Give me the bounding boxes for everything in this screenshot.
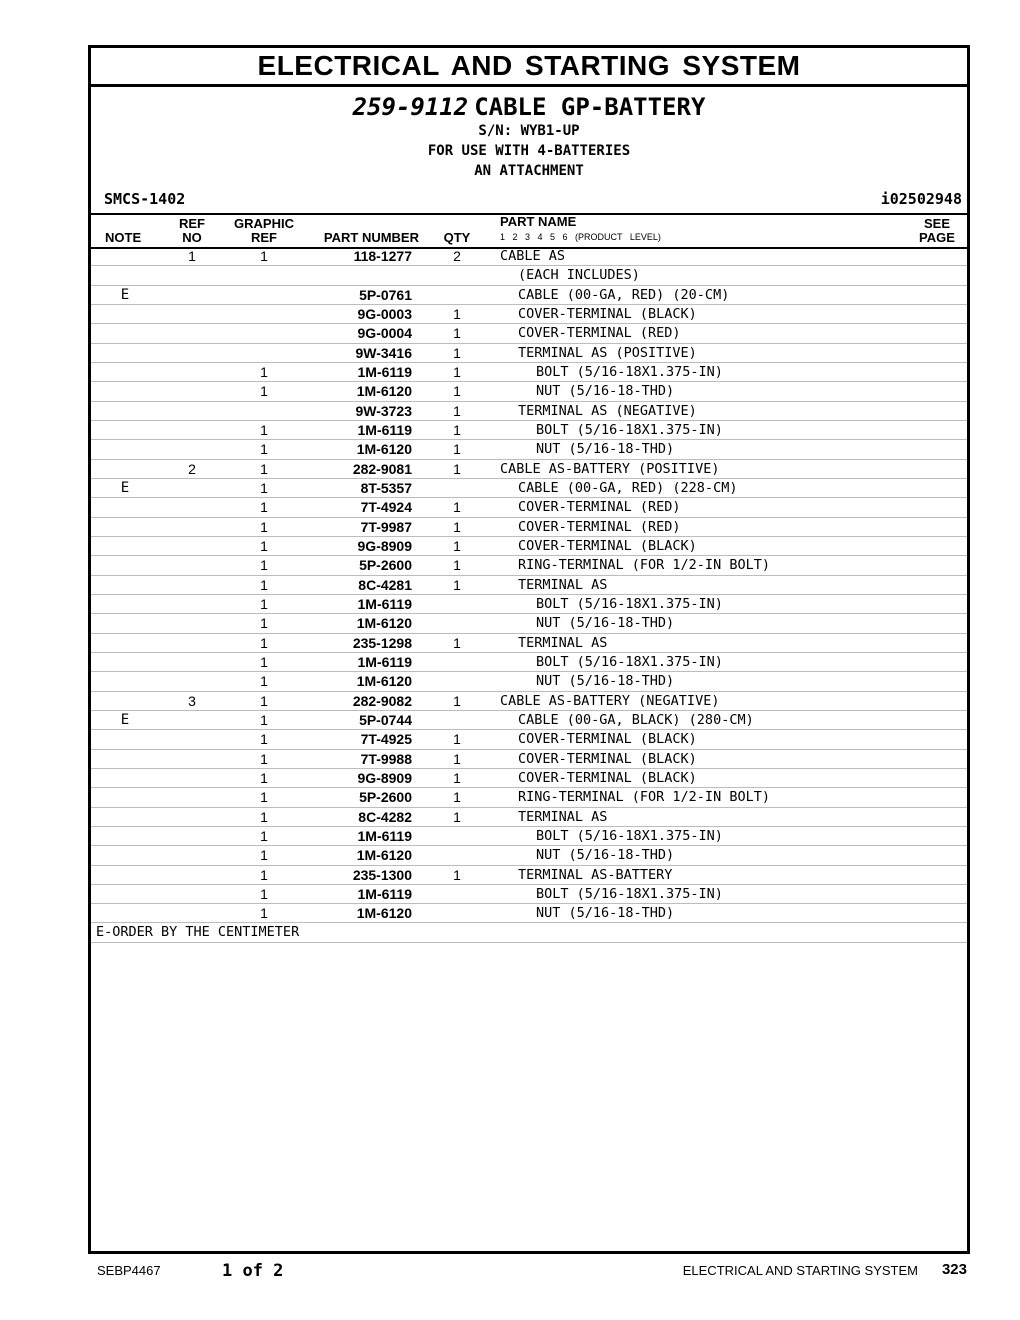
table-row	[91, 866, 967, 885]
qty-cell: 1	[453, 325, 461, 342]
part-name-cell: BOLT (5/16-18X1.375-IN)	[536, 885, 723, 902]
qty-cell: 1	[453, 634, 461, 651]
table-row	[91, 808, 967, 827]
footnote: E-ORDER BY THE CENTIMETER	[96, 924, 300, 941]
graphic-ref-cell: 1	[260, 847, 268, 864]
part-number-cell: 7T-4924	[360, 499, 412, 516]
table-row	[91, 556, 967, 575]
table-row	[91, 885, 967, 904]
use-note-1: FOR USE WITH 4-BATTERIES	[427, 143, 631, 159]
group-title	[91, 92, 967, 123]
group-name: CABLE GP-BATTERY	[474, 93, 706, 121]
qty-cell: 1	[453, 421, 461, 438]
part-number-cell: 9G-0003	[357, 305, 412, 322]
table-row	[91, 672, 967, 691]
part-name-cell: CABLE AS	[500, 248, 566, 264]
part-number-cell: 8C-4281	[358, 576, 412, 593]
table-row	[91, 711, 967, 730]
table-row	[91, 498, 967, 517]
ref-no-cell: 3	[188, 692, 196, 709]
qty-cell: 1	[453, 499, 461, 516]
use-note-2: AN ATTACHMENT	[474, 163, 584, 179]
table-row	[91, 518, 967, 537]
col-see-2: PAGE	[919, 230, 955, 245]
part-number-cell: 1M-6119	[357, 421, 412, 438]
graphic-ref-cell: 1	[260, 363, 268, 380]
table-row	[91, 479, 967, 498]
graphic-ref-cell: 1	[260, 808, 268, 825]
note-cell: E	[120, 479, 130, 496]
table-row	[91, 576, 967, 595]
part-name-cell: NUT (5/16-18-THD)	[536, 673, 675, 690]
part-number-cell: 5P-0744	[359, 711, 412, 728]
part-number-cell: 1M-6120	[356, 383, 412, 400]
part-name-cell: COVER-TERMINAL (BLACK)	[518, 305, 697, 322]
graphic-ref-cell: 1	[260, 653, 268, 670]
graphic-ref-cell: 1	[260, 905, 268, 922]
footer-doc-number: SEBP4467	[97, 1263, 161, 1278]
col-graphic-2: REF	[251, 230, 277, 245]
qty-cell: 1	[453, 557, 461, 574]
table-row	[91, 730, 967, 749]
part-number-cell: 235-1300	[352, 866, 412, 883]
part-number-cell: 9G-8909	[357, 537, 412, 554]
part-number-cell: 5P-0761	[359, 286, 412, 303]
part-number-cell: 9G-0004	[357, 325, 412, 342]
table-row	[91, 440, 967, 459]
part-name-cell: NUT (5/16-18-THD)	[536, 905, 675, 922]
table-row	[91, 750, 967, 769]
part-number-cell: 7T-9988	[360, 750, 412, 767]
part-number-cell: 9G-8909	[357, 769, 412, 786]
smcs-code: SMCS-1402	[104, 190, 186, 208]
part-name-cell: COVER-TERMINAL (RED)	[518, 325, 681, 342]
group-part-number: 259-9112	[352, 93, 469, 121]
table-row	[91, 904, 967, 923]
part-name-cell: TERMINAL AS-BATTERY	[518, 866, 673, 883]
part-number-cell: 118-1277	[353, 248, 412, 264]
col-part-name: PART NAME	[500, 214, 577, 229]
qty-cell: 1	[453, 537, 461, 554]
qty-cell: 1	[453, 305, 461, 322]
part-number-cell: 1M-6119	[357, 827, 412, 844]
parts-table	[91, 247, 967, 943]
graphic-ref-cell: 1	[260, 731, 268, 748]
part-name-cell: TERMINAL AS	[518, 576, 608, 593]
graphic-ref-cell: 1	[260, 421, 268, 438]
graphic-ref-cell: 1	[260, 595, 268, 612]
serial-range: S/N: WYB1-UP	[478, 123, 580, 139]
part-name-cell: CABLE (00-GA, RED) (228-CM)	[518, 479, 738, 496]
part-number-cell: 9W-3723	[355, 402, 412, 419]
graphic-ref-cell: 1	[260, 866, 268, 883]
footnote-row	[91, 923, 967, 942]
part-name-cell: RING-TERMINAL (FOR 1/2-IN BOLT)	[518, 789, 770, 806]
graphic-ref-cell: 1	[260, 692, 268, 709]
qty-cell: 1	[453, 518, 461, 535]
col-ref-2: NO	[182, 230, 202, 245]
col-part-number: PART NUMBER	[323, 230, 419, 245]
col-ref-1: REF	[179, 216, 205, 231]
graphic-ref-cell: 1	[260, 441, 268, 458]
qty-cell: 1	[453, 769, 461, 786]
note-cell: E	[120, 711, 130, 728]
footer-page-number: 323	[941, 1261, 967, 1278]
table-row	[91, 788, 967, 807]
product-levels: 1 2 3 4 5 6 (PRODUCT LEVEL)	[500, 232, 661, 242]
part-name-cell: CABLE (00-GA, BLACK) (280-CM)	[518, 711, 754, 728]
illustration-id: i02502948	[880, 190, 962, 208]
table-row	[91, 363, 967, 382]
part-number-cell: 282-9082	[352, 692, 412, 709]
table-row	[91, 653, 967, 672]
graphic-ref-cell: 1	[260, 499, 268, 516]
page-frame	[88, 45, 970, 1254]
qty-cell: 1	[453, 731, 461, 748]
table-row	[91, 595, 967, 614]
qty-cell: 1	[453, 808, 461, 825]
graphic-ref-cell: 1	[260, 518, 268, 535]
part-name-cell: NUT (5/16-18-THD)	[536, 441, 675, 458]
part-number-cell: 282-9081	[352, 460, 412, 477]
table-row	[91, 634, 967, 653]
part-number-cell: 1M-6120	[356, 441, 412, 458]
part-name-cell: CABLE AS-BATTERY (POSITIVE)	[500, 460, 720, 477]
graphic-ref-cell: 1	[260, 460, 268, 477]
section-title: ELECTRICAL AND STARTING SYSTEM	[91, 48, 967, 87]
table-row	[91, 382, 967, 401]
table-row	[91, 247, 967, 266]
part-number-cell: 5P-2600	[359, 789, 412, 806]
part-name-cell: COVER-TERMINAL (BLACK)	[518, 537, 697, 554]
part-name-cell: CABLE AS-BATTERY (NEGATIVE)	[500, 692, 720, 709]
table-row	[91, 769, 967, 788]
part-number-cell: 1M-6119	[357, 885, 412, 902]
graphic-ref-cell: 1	[260, 383, 268, 400]
part-name-cell: COVER-TERMINAL (BLACK)	[518, 769, 697, 786]
part-name-cell: (EACH INCLUDES)	[518, 267, 640, 284]
part-number-cell: 7T-9987	[360, 518, 412, 535]
graphic-ref-cell: 1	[260, 827, 268, 844]
footer-page-of: 1 of 2	[222, 1261, 284, 1281]
table-row	[91, 286, 967, 305]
graphic-ref-cell: 1	[260, 576, 268, 593]
note-cell: E	[120, 286, 130, 303]
part-number-cell: 1M-6119	[357, 363, 412, 380]
part-number-cell: 7T-4925	[360, 731, 412, 748]
part-name-cell: COVER-TERMINAL (RED)	[518, 518, 681, 535]
part-number-cell: 9W-3416	[355, 344, 412, 361]
ref-no-cell: 2	[188, 460, 196, 477]
qty-cell: 1	[453, 363, 461, 380]
table-row	[91, 344, 967, 363]
part-name-cell: NUT (5/16-18-THD)	[536, 847, 675, 864]
part-name-cell: NUT (5/16-18-THD)	[536, 615, 675, 632]
part-number-cell: 8T-5357	[360, 479, 412, 496]
part-name-cell: CABLE (00-GA, RED) (20-CM)	[518, 286, 730, 303]
table-row	[91, 846, 967, 865]
col-note: NOTE	[105, 230, 142, 245]
part-name-cell: NUT (5/16-18-THD)	[536, 383, 675, 400]
part-number-cell: 1M-6120	[356, 905, 412, 922]
part-number-cell: 5P-2600	[359, 557, 412, 574]
graphic-ref-cell: 1	[260, 885, 268, 902]
part-name-cell: BOLT (5/16-18X1.375-IN)	[536, 653, 723, 670]
graphic-ref-cell: 1	[260, 248, 268, 264]
graphic-ref-cell: 1	[260, 750, 268, 767]
col-see-1: SEE	[923, 216, 950, 231]
graphic-ref-cell: 1	[260, 557, 268, 574]
qty-cell: 2	[453, 248, 461, 264]
part-name-cell: BOLT (5/16-18X1.375-IN)	[536, 827, 723, 844]
part-name-cell: BOLT (5/16-18X1.375-IN)	[536, 363, 723, 380]
graphic-ref-cell: 1	[260, 711, 268, 728]
graphic-ref-cell: 1	[260, 789, 268, 806]
table-row	[91, 537, 967, 556]
part-number-cell: 1M-6119	[357, 595, 412, 612]
qty-cell: 1	[453, 576, 461, 593]
col-graphic-1: GRAPHIC	[234, 216, 294, 231]
part-name-cell: COVER-TERMINAL (BLACK)	[518, 731, 697, 748]
footer-section: ELECTRICAL AND STARTING SYSTEM	[682, 1263, 918, 1278]
table-row	[91, 460, 967, 479]
qty-cell: 1	[453, 344, 461, 361]
part-name-cell: TERMINAL AS	[518, 808, 608, 825]
graphic-ref-cell: 1	[260, 615, 268, 632]
qty-cell: 1	[453, 750, 461, 767]
qty-cell: 1	[453, 460, 461, 477]
table-row	[91, 402, 967, 421]
part-name-cell: TERMINAL AS	[518, 634, 608, 651]
part-number-cell: 1M-6120	[356, 673, 412, 690]
part-number-cell: 1M-6119	[357, 653, 412, 670]
part-name-cell: RING-TERMINAL (FOR 1/2-IN BOLT)	[518, 557, 770, 574]
qty-cell: 1	[453, 383, 461, 400]
graphic-ref-cell: 1	[260, 634, 268, 651]
part-name-cell: COVER-TERMINAL (RED)	[518, 499, 681, 516]
graphic-ref-cell: 1	[260, 769, 268, 786]
qty-cell: 1	[453, 789, 461, 806]
part-number-cell: 8C-4282	[358, 808, 412, 825]
col-qty: QTY	[443, 230, 471, 245]
qty-cell: 1	[453, 692, 461, 709]
part-name-cell: BOLT (5/16-18X1.375-IN)	[536, 595, 723, 612]
qty-cell: 1	[453, 441, 461, 458]
table-row	[91, 614, 967, 633]
part-name-cell: TERMINAL AS (NEGATIVE)	[518, 402, 697, 419]
table-row	[91, 266, 967, 285]
part-number-cell: 1M-6120	[356, 615, 412, 632]
qty-cell: 1	[453, 402, 461, 419]
table-row	[91, 305, 967, 324]
ref-no-cell: 1	[188, 248, 196, 264]
table-row	[91, 692, 967, 711]
part-name-cell: TERMINAL AS (POSITIVE)	[518, 344, 697, 361]
table-row	[91, 421, 967, 440]
qty-cell: 1	[453, 866, 461, 883]
part-number-cell: 235-1298	[352, 634, 412, 651]
graphic-ref-cell: 1	[260, 673, 268, 690]
graphic-ref-cell: 1	[260, 537, 268, 554]
table-row	[91, 827, 967, 846]
part-name-cell: COVER-TERMINAL (BLACK)	[518, 750, 697, 767]
part-name-cell: BOLT (5/16-18X1.375-IN)	[536, 421, 723, 438]
table-row	[91, 324, 967, 343]
graphic-ref-cell: 1	[260, 479, 268, 496]
part-number-cell: 1M-6120	[356, 847, 412, 864]
